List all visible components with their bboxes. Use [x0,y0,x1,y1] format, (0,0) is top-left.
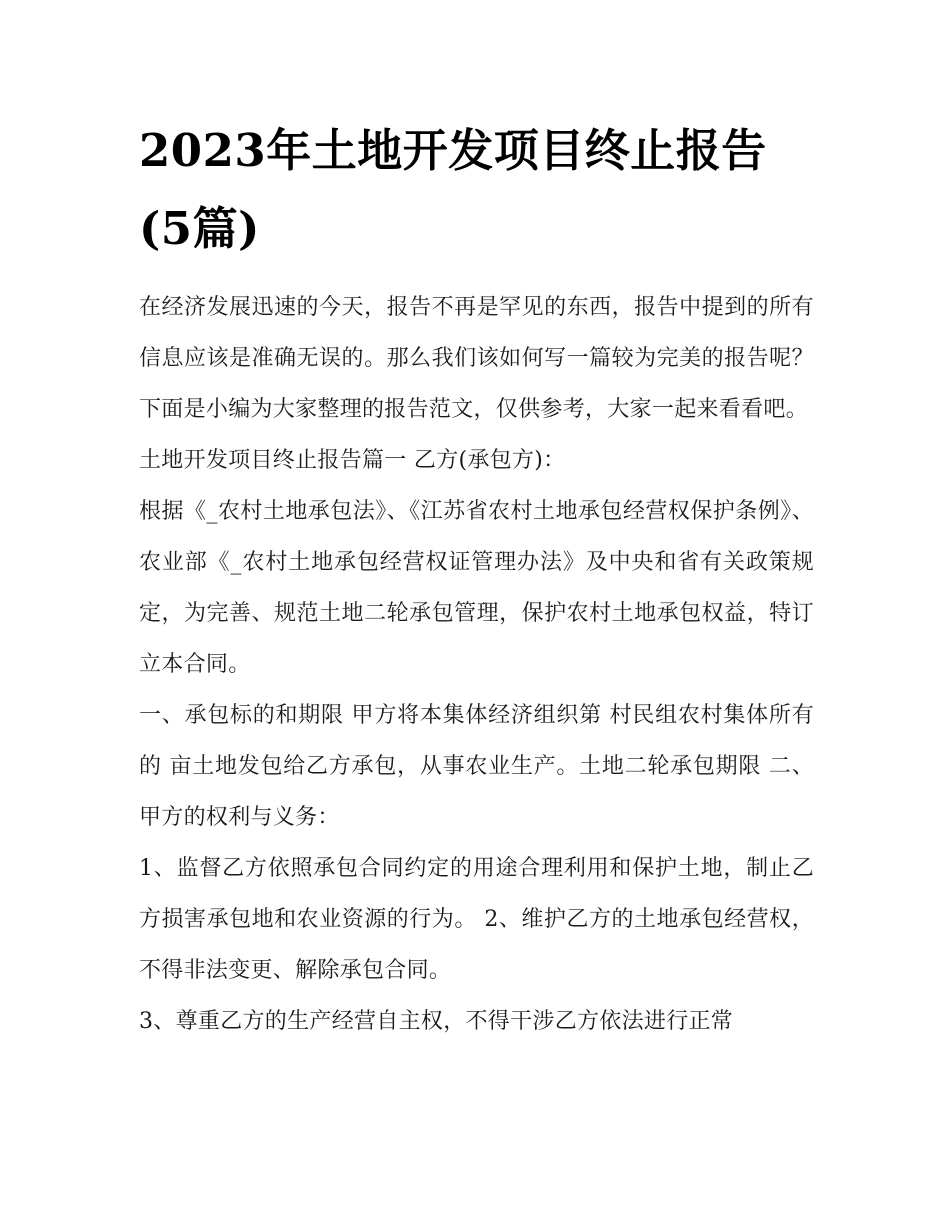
paragraph-section-heading: 土地开发项目终止报告篇一 乙方(承包方)： [139,448,566,473]
paragraph-contract-terms: 一、承包标的和期限 甲方将本集体经济组织第 村民组农村集体所有的 亩土地发包给乙方承包，从事农业生产。土地二轮承包期限 二、甲方的权利与义务： [139,703,814,830]
paragraph-legal-basis: 根据《_农村土地承包法》、《江苏省农村土地承包经营权保护条例》、农业部《_农村土地承包经营权证管理办法》及中央和省有关政策规定，为完善、规范土地二轮承包管理，保护农村土地承包权益，特订立本合同。 [139,499,814,677]
document-page [139,112,814,1047]
document-title: 2023年土地开发项目终止报告(5篇) [139,124,767,255]
paragraph-rights-3: 3、尊重乙方的生产经营自主权，不得干涉乙方依法进行正常 [139,1009,734,1034]
document-body [139,282,814,1047]
paragraph-rights-1-2: 1、监督乙方依照承包合同约定的用途合理利用和保护土地，制止乙方损害承包地和农业资源的行为。 2、维护乙方的土地承包经营权，不得非法变更、解除承包合同。 [139,856,814,983]
paragraph-intro: 在经济发展迅速的今天，报告不再是罕见的东西，报告中提到的所有信息应该是准确无误的。那么我们该如何写一篇较为完美的报告呢？下面是小编为大家整理的报告范文，仅供参考，大家一起来看看吧。 [139,295,814,422]
